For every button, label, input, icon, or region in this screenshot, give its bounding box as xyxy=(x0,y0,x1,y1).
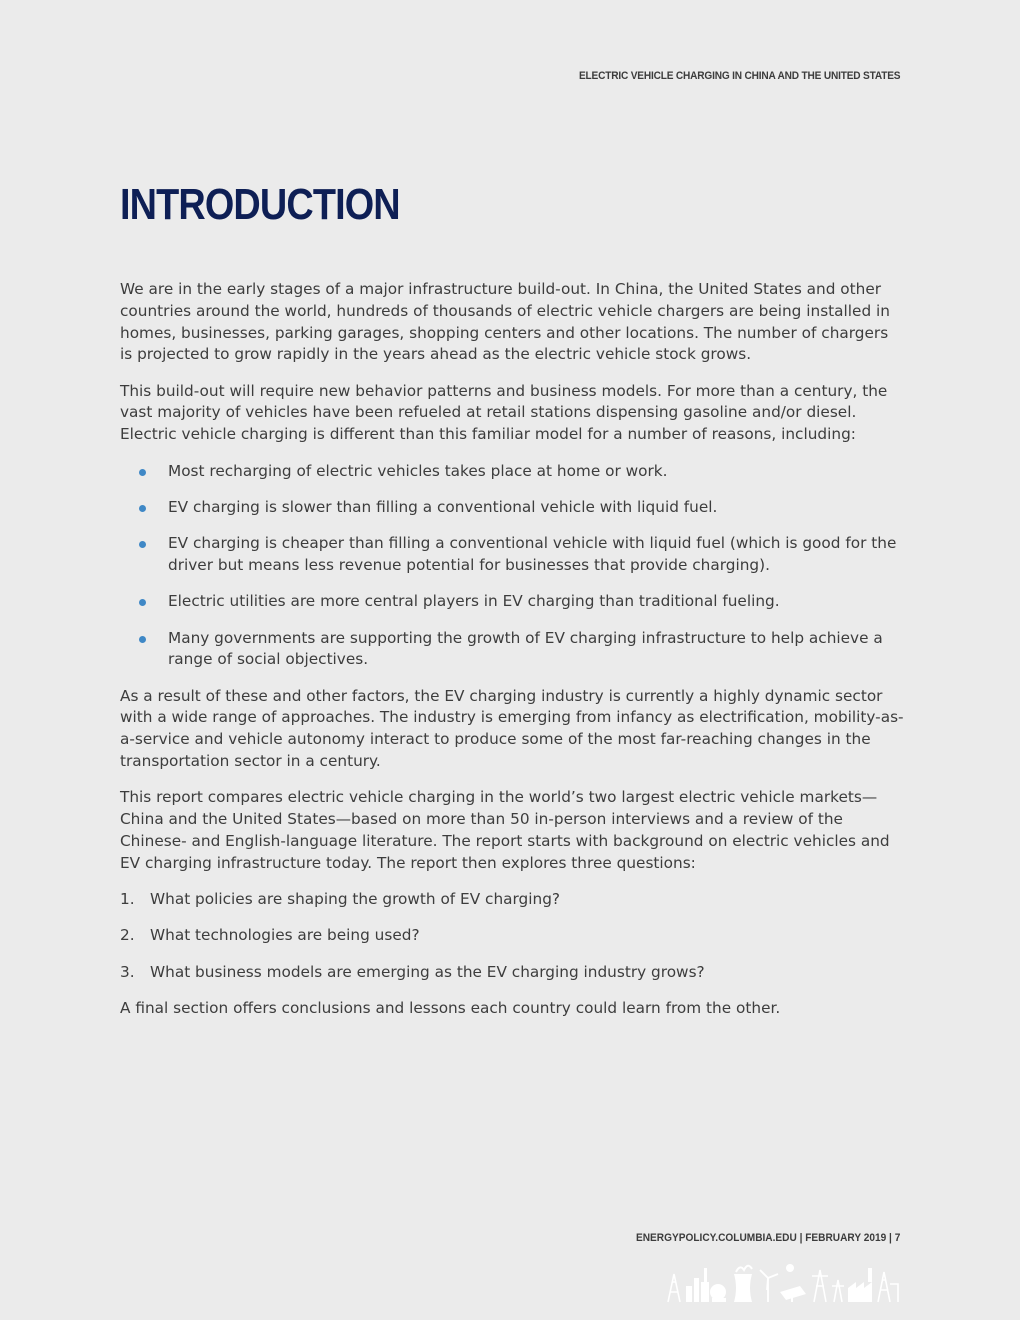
paragraph: This build-out will require new behavior patterns and business models. For more than a century, the vast majority of vehicles have been refueled at retail stations dispensing gasoline and/or diesel. Electric vehicle charging is different than this familiar model for a number of reasons, including: xyxy=(120,381,888,444)
list-number: 3. xyxy=(120,962,135,981)
list-item-text: What technologies are being used? xyxy=(150,926,420,945)
list-item-text: EV charging is cheaper than filling a conventional vehicle with liquid fuel (which is good for the driver but means less revenue potential for businesses that provide charging). xyxy=(168,534,897,574)
bullet-icon xyxy=(139,505,146,512)
list-item xyxy=(120,533,905,577)
list-item xyxy=(120,925,905,947)
list-number: 1. xyxy=(120,890,135,909)
paragraph: As a result of these and other factors, the EV charging industry is currently a highly dynamic sector with a wide range of approaches. The industry is emerging from infancy as electrification, mobility-as-a-service and vehicle autonomy interact to produce some of the most far-reaching changes in the transportation sector in a century. xyxy=(120,686,904,771)
list-item xyxy=(120,591,905,613)
list-item xyxy=(120,461,905,483)
paragraph: This report compares electric vehicle charging in the world’s two largest electric vehicle markets—China and the United States—based on more than 50 in-person interviews and a review of the Chinese- and English-language literature. The report starts with background on electric vehicles and EV charging infrastructure today. The report then explores three questions: xyxy=(120,788,890,872)
list-item xyxy=(120,628,905,672)
list-item-text: What policies are shaping the growth of EV charging? xyxy=(150,890,561,909)
list-item xyxy=(120,962,905,984)
bullet-icon xyxy=(139,599,146,606)
bullet-icon xyxy=(139,636,146,643)
bullet-icon xyxy=(139,541,146,548)
list-number: 2. xyxy=(120,926,135,945)
questions-list xyxy=(120,889,905,983)
list-item-text: EV charging is slower than filling a conventional vehicle with liquid fuel. xyxy=(168,497,718,516)
paragraph: We are in the early stages of a major infrastructure build-out. In China, the United States and other countries around the world, hundreds of thousands of electric vehicle chargers are being installed in homes, businesses, parking garages, shopping centers and other locations. The number of chargers is projected to grow rapidly in the years ahead as the electric vehicle stock grows. xyxy=(120,280,890,364)
energy-skyline-icon xyxy=(664,1260,900,1304)
running-header: ELECTRIC VEHICLE CHARGING IN CHINA AND THE UNITED STATES xyxy=(578,70,900,82)
list-item xyxy=(120,497,905,519)
list-item-text: Many governments are supporting the growth of EV charging infrastructure to help achieve a range of social objectives. xyxy=(168,628,883,669)
reasons-list xyxy=(120,461,905,672)
list-item-text: Most recharging of electric vehicles takes place at home or work. xyxy=(168,461,668,480)
list-item xyxy=(120,889,905,911)
paragraph: A final section offers conclusions and lessons each country could learn from the other. xyxy=(120,998,781,1017)
footer-text: ENERGYPOLICY.COLUMBIA.EDU | FEBRUARY 2019 | 7 xyxy=(635,1232,900,1244)
page-title: INTRODUCTION xyxy=(120,180,400,229)
main-content xyxy=(120,279,905,1034)
list-item-text: Electric utilities are more central players in EV charging than traditional fueling. xyxy=(168,592,780,611)
bullet-icon xyxy=(139,469,146,476)
list-item-text: What business models are emerging as the EV charging industry grows? xyxy=(150,962,705,981)
